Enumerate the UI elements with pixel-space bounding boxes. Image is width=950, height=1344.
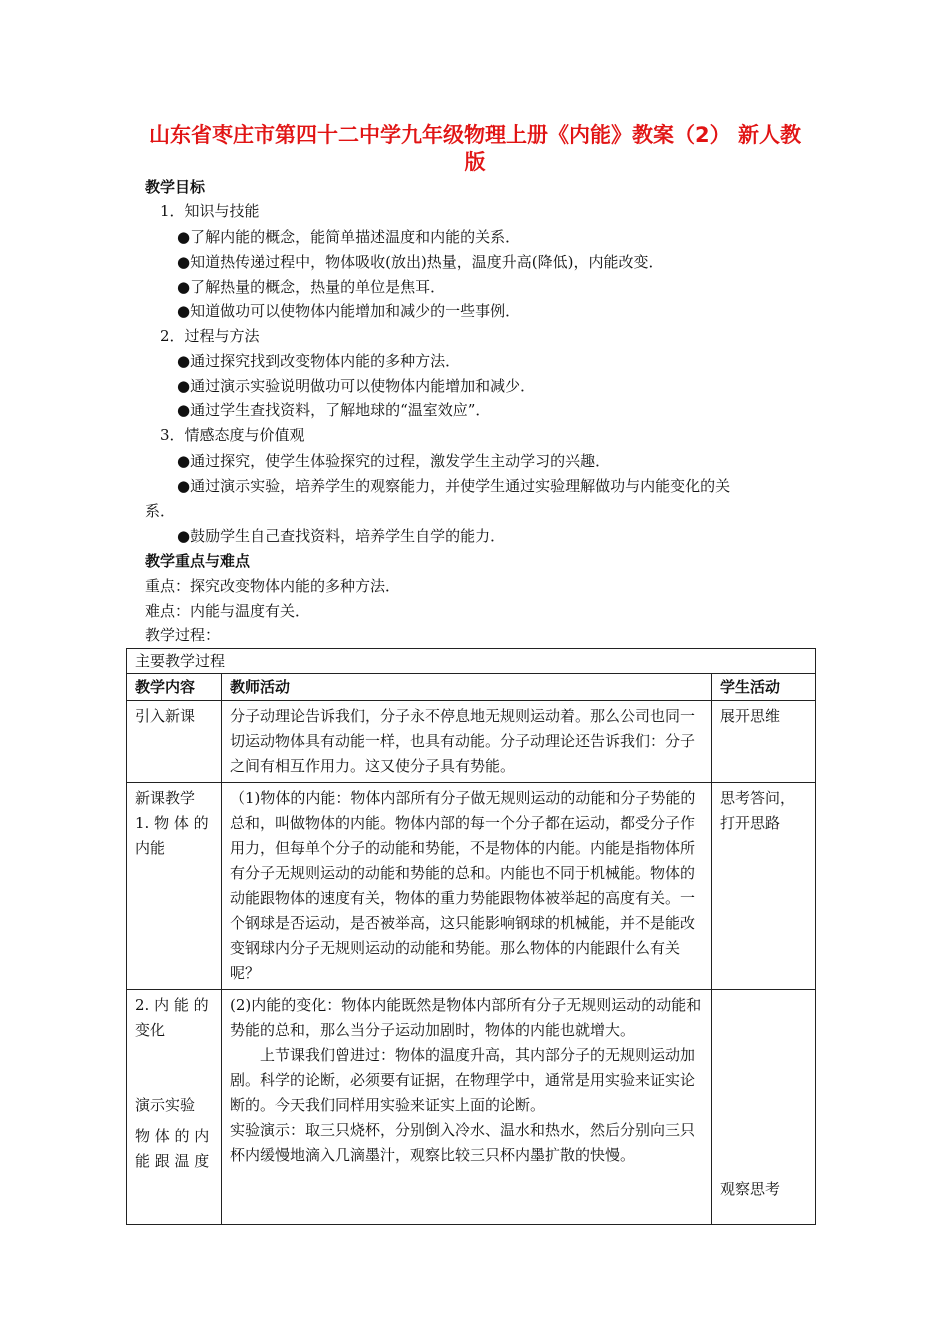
row-content-cell: 引入新课 [127, 701, 222, 783]
row-content-cell [127, 990, 222, 1225]
document-title: 山东省枣庄市第四十二中学九年级物理上册《内能》教案（2） 新人教版 [149, 123, 801, 174]
objective-item-continued: 系． [145, 502, 176, 520]
row-student-cell: 观察思考 [712, 990, 816, 1225]
difficulty-point: 难点：内能与温度有关． [145, 602, 311, 620]
table-row [127, 701, 816, 783]
objective-item: ●通过演示实验说明做功可以使物体内能增加和减少． [177, 377, 536, 395]
header-student: 学生活动 [712, 674, 816, 701]
content-line: 1. 物 体 的 [135, 814, 209, 832]
section-label-process: 2．过程与方法 [160, 327, 260, 345]
table-header-row [127, 674, 816, 701]
teacher-paragraph: (2)内能的变化：物体内能既然是物体内部所有分子无规则运动的动能和势能的总和，那么当分子运动加剧时，物体的内能也就增大。 [230, 996, 702, 1039]
objective-item: ●了解内能的概念，能简单描述温度和内能的关系． [177, 228, 521, 246]
table-row [127, 783, 816, 990]
row-teacher-cell: （1)物体的内能：物体内部所有分子做无规则运动的动能和分子势能的总和，叫做物体的内能。物体内部的每一个分子都在运动，都受分子作用力，但每单个分子的动能和势能，不是物体的内能。内能是指物体所有分子无规则运动的动能和势能的总和。内能也不同于机械能。物体的动能跟物体的速度有关，物体的重力势能跟物体被举起的高度有关。一个钢球是否运动，是否被举高，这只能影响钢球的机械能，并不是能改变钢球内分子无规则运动的动能和势能。那么物体的内能跟什么有关呢？ [222, 783, 712, 990]
objective-item: ●知道热传递过程中，物体吸收(放出)热量，温度升高(降低)，内能改变． [177, 253, 664, 271]
objective-item: ●知道做功可以使物体内能增加和减少的一些事例． [177, 302, 521, 320]
key-points-heading: 教学重点与难点 [145, 552, 251, 570]
row-content-cell [127, 783, 222, 990]
objective-item: ●鼓励学生自己查找资料，培养学生自学的能力． [177, 527, 506, 545]
content-line: 2. 内 能 的 [135, 996, 209, 1014]
row-student-cell: 展开思维 [712, 701, 816, 783]
objective-item: ●通过演示实验，培养学生的观察能力，并使学生通过实验理解做功与内能变化的关 [177, 477, 731, 495]
process-label: 教学过程： [145, 626, 221, 644]
teacher-paragraph: 实验演示：取三只烧杯，分别倒入冷水、温水和热水，然后分别向三只杯内缓慢地滴入几滴墨汁，观察比较三只杯内墨扩散的快慢。 [230, 1121, 696, 1164]
section-label-knowledge: 1．知识与技能 [160, 202, 260, 220]
student-line: 思考答问， [720, 789, 796, 807]
lesson-table [126, 648, 816, 1225]
focus-point: 重点：探究改变物体内能的多种方法． [145, 577, 401, 595]
content-line: 变化 [135, 1021, 166, 1039]
row-student-cell [712, 783, 816, 990]
header-content: 教学内容 [127, 674, 222, 701]
content-line: 能 跟 温 度 [135, 1152, 210, 1170]
objective-item: ●通过探究找到改变物体内能的多种方法． [177, 352, 461, 370]
content-line: 演示实验 [135, 1096, 196, 1114]
table-caption: 主要教学过程 [127, 649, 816, 674]
student-line: 打开思路 [720, 814, 781, 832]
objectives-heading: 教学目标 [145, 178, 206, 196]
teacher-paragraph: 上节课我们曾进过：物体的温度升高，其内部分子的无规则运动加剧。科学的论断，必须要有证据，在物理学中，通常是用实验来证实论断的。今天我们同样用实验来证实上面的论断。 [230, 1046, 696, 1114]
section-label-attitude: 3．情感态度与价值观 [160, 426, 305, 444]
row-teacher-cell: 分子动理论告诉我们，分子永不停息地无规则运动着。那么公司也同一切运动物体具有动能一样，也具有动能。分子动理论还告诉我们：分子之间有相互作用力。这又使分子具有势能。 [222, 701, 712, 783]
content-line: 新课教学 [135, 789, 196, 807]
table-caption-row [127, 649, 816, 674]
table-row [127, 990, 816, 1225]
content-line: 物 体 的 内 [135, 1127, 210, 1145]
objective-item: ●通过学生查找资料，了解地球的“温室效应”． [177, 401, 491, 419]
row-teacher-cell [222, 990, 712, 1225]
objective-item: ●通过探究，使学生体验探究的过程，激发学生主动学习的兴趣． [177, 452, 611, 470]
objective-item: ●了解热量的概念，热量的单位是焦耳． [177, 278, 446, 296]
content-line: 内能 [135, 839, 166, 857]
header-teacher: 教师活动 [222, 674, 712, 701]
